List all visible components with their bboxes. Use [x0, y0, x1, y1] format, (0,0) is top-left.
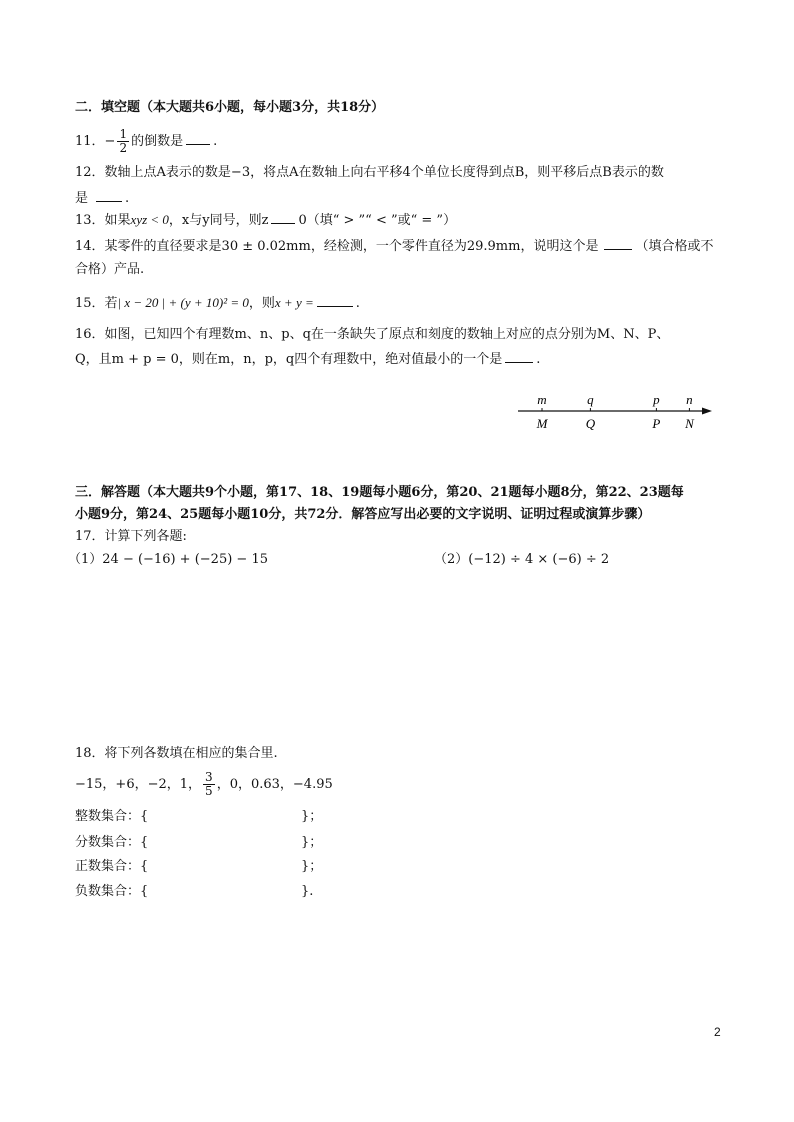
- q11-text: 的倒数是: [131, 134, 184, 149]
- q17-part2: （2）(−12) ÷ 4 × (−6) ÷ 2: [434, 552, 610, 567]
- q14-line2: 合格）产品.: [75, 262, 145, 277]
- q18-title: 18．将下列各数填在相应的集合里.: [75, 746, 278, 761]
- q13-condition: xyz < 0: [130, 212, 169, 227]
- q12-line2-pre: 是: [75, 191, 89, 206]
- q12-answer-blank[interactable]: [96, 189, 122, 202]
- q16-line2: [75, 350, 540, 369]
- q15-ask: x + y =: [274, 295, 314, 310]
- set-label: 正数集合：{: [75, 859, 149, 874]
- q18-numbers: [75, 768, 333, 802]
- question-13: [75, 211, 456, 230]
- section2-title: 二．填空题（本大题共6小题，每小题3分，共18分）: [75, 100, 385, 115]
- set-positives[interactable]: [75, 858, 322, 876]
- q12-line2: [75, 189, 129, 208]
- q18-numbers-pre: −15，+6，−2，1，: [75, 777, 202, 792]
- q18-numbers-post: ，0，0.63，−4.95: [216, 777, 333, 792]
- q11-frac-den: 2: [119, 141, 128, 155]
- q13-zero: 0: [298, 213, 307, 228]
- set-fractions[interactable]: [75, 834, 322, 852]
- q11-frac-num: 1: [119, 127, 128, 141]
- q14-line1: [75, 237, 713, 256]
- q18-frac-num: 3: [205, 770, 213, 784]
- q11-end: .: [213, 134, 218, 149]
- q15-pre: 15．若: [75, 296, 118, 311]
- set-close: }；: [301, 859, 323, 874]
- q12-line1: 12．数轴上点A表示的数是−3，将点A在数轴上向右平移4个单位长度得到点B，则平移后点B表示的数: [75, 165, 664, 180]
- q13-pre: 13．如果: [75, 213, 131, 228]
- number-line-figure: [510, 392, 720, 434]
- q16-line2-pre: Q，且m + p = 0，则在m，n，p，q四个有理数中，绝对值最小的一个是: [75, 352, 503, 367]
- set-close: }；: [301, 835, 323, 850]
- section3-title-line2: 小题9分，第24、25题每小题10分，共72分．解答应写出必要的文字说明、证明过程或演算步骤）: [75, 507, 651, 522]
- set-close: }；: [301, 809, 323, 824]
- page-number: 2: [714, 1025, 721, 1039]
- number-line-label-M: M: [536, 416, 548, 431]
- set-negatives[interactable]: [75, 883, 313, 901]
- q15-answer-blank[interactable]: [317, 294, 353, 307]
- number-line-label-N: N: [685, 416, 694, 431]
- number-line-label-m: m: [537, 392, 547, 407]
- number-line-arrow-icon: [702, 408, 712, 415]
- q14-line1-pre: 14．某零件的直径要求是30 ± 0.02mm，经检测，一个零件直径为29.9mm，说明这个是: [75, 239, 599, 254]
- set-label: 整数集合：{: [75, 809, 149, 824]
- q11-answer-blank[interactable]: [186, 132, 210, 145]
- q12-end: .: [125, 191, 130, 206]
- q11-minus: −: [104, 134, 116, 149]
- number-line-label-q: q: [587, 392, 594, 407]
- set-integers[interactable]: [75, 808, 322, 826]
- q13-answer-blank[interactable]: [271, 211, 295, 224]
- number-line-label-p: p: [653, 392, 660, 407]
- section3-title-line1: 三．解答题（本大题共9个小题，第17、18、19题每小题6分，第20、21题每小题8分，第22、23题每: [75, 485, 684, 500]
- q17-title: 17．计算下列各题:: [75, 529, 187, 544]
- question-11: [75, 127, 217, 157]
- number-line-label-P: P: [652, 416, 661, 431]
- question-15: [75, 294, 360, 313]
- q16-line1: 16．如图，已知四个有理数m、n、p、q在一条缺失了原点和刻度的数轴上对应的点分别为M、N、P、: [75, 327, 670, 342]
- q16-end: .: [536, 352, 541, 367]
- q17-part1: （1）24 − (−16) + (−25) − 15: [68, 552, 268, 567]
- set-label: 负数集合：{: [75, 884, 149, 899]
- set-label: 分数集合：{: [75, 835, 149, 850]
- q14-line1-post: （填合格或不: [635, 239, 714, 254]
- q13-mid: ，x与y同号，则z: [168, 213, 269, 228]
- q15-end: .: [355, 296, 360, 311]
- number-line-label-n: n: [686, 392, 693, 407]
- q18-fraction: [203, 771, 215, 798]
- q13-post: （填“ > ”“ < ”或“ = ”）: [306, 213, 457, 228]
- q16-answer-blank[interactable]: [505, 350, 533, 363]
- q14-answer-blank[interactable]: [604, 237, 632, 250]
- q15-mid: ，则: [248, 296, 275, 311]
- q15-expression: | x − 20 | + (y + 10)² = 0: [117, 295, 249, 310]
- set-close: }.: [301, 884, 314, 899]
- q11-number: 11．: [75, 134, 105, 149]
- q18-frac-den: 5: [205, 784, 213, 798]
- number-line-label-Q: Q: [585, 416, 596, 431]
- q11-fraction: [117, 128, 129, 155]
